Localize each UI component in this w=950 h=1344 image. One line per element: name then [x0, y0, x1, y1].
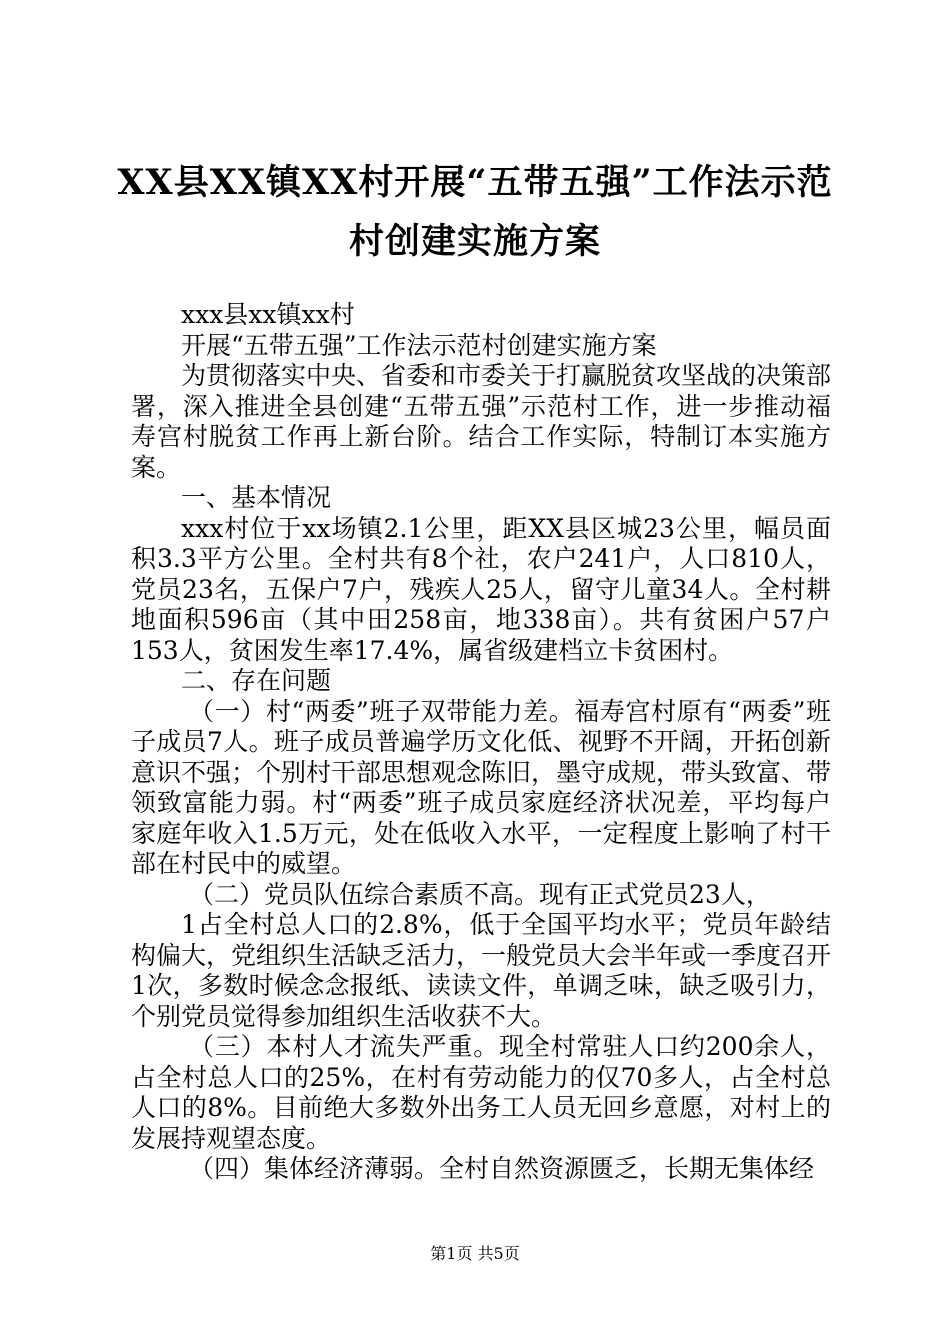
- section-heading-problems: 二、存在问题: [181, 666, 332, 695]
- paragraph-subtitle: 开展“五带五强”工作法示范村创建实施方案: [181, 330, 657, 360]
- paragraph-problem-2-body: 1占全村总人口的2.8%，低于全国平均水平；党员年龄结构偏大，党组织生活缺乏活力，一般党员大会半年或一季度召开1次，多数时候念念报纸、读读文件，单调乏味，缺乏吸引力，个别党员觉得参加组织生活收获不大。: [131, 910, 832, 1031]
- paragraph-village-name: xxx县xx镇xx村: [181, 300, 355, 329]
- paragraph-problem-2-heading: （二）党员队伍综合素质不高。现有正式党员23人，: [189, 879, 771, 909]
- page-footer: 第1页 共5页: [430, 1244, 520, 1263]
- document-title-line-1: XX县XX镇XX村开展“五带五强”工作法示范: [117, 162, 833, 203]
- paragraph-problem-3: （三）本村人才流失严重。现全村常驻人口约200余人，占全村总人口的25%，在村有劳动能力的仅70多人，占全村总人口的8%。目前绝大多数外出务工人员无回乡意愿，对村上的发展持观望态度。: [131, 1032, 831, 1153]
- document-title-line-2: 村创建实施方案: [348, 221, 601, 262]
- paragraph-intro: 为贯彻落实中央、省委和市委关于打赢脱贫攻坚战的决策部署，深入推进全县创建“五带五强”示范村工作，进一步推动福寿宫村脱贫工作再上新台阶。结合工作实际，特制订本实施方案。: [131, 361, 832, 482]
- section-heading-basic-situation: 一、基本情况: [181, 483, 332, 512]
- paragraph-basic-situation: xxx村位于xx场镇2.1公里，距XX县区城23公里，幅员面积3.3平方公里。全村共有8个社，农户241户，人口810人，党员23名，五保户7户，残疾人25人，留守儿童34人。全村耕地面积596亩（其中田258亩，地338亩）。共有贫困户57户153人，贫困发生率17.4%，属省级建档立卡贫困村。: [131, 513, 831, 665]
- document-body: [131, 300, 831, 1185]
- paragraph-problem-1: （一）村“两委”班子双带能力差。福寿宫村原有“两委”班子成员7人。班子成员普遍学历文化低、视野不开阔，开拓创新意识不强；个别村干部思想观念陈旧，墨守成规，带头致富、带领致富能力弱。村“两委”班子成员家庭经济状况差，平均每户家庭年收入1.5万元，处在低收入水平，一定程度上影响了村干部在村民中的威望。: [131, 696, 832, 878]
- paragraph-problem-4: （四）集体经济薄弱。全村自然资源匮乏，长期无集体经: [189, 1154, 815, 1183]
